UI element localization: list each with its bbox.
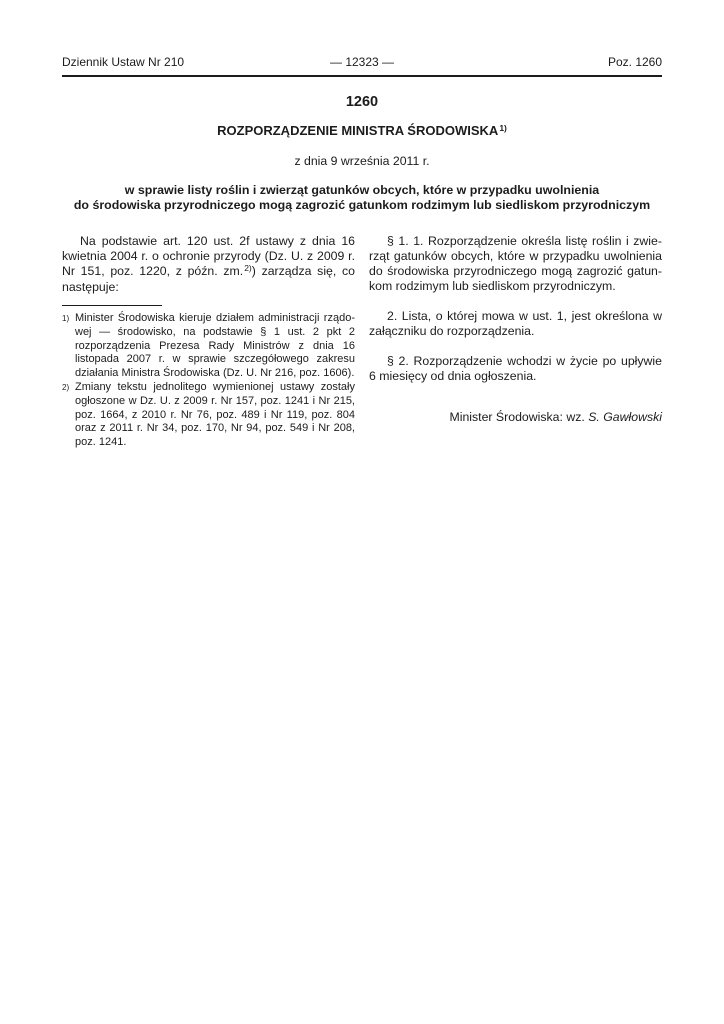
act-number: 1260 — [345, 94, 379, 110]
date-line: z dnia 9 września 2011 r. — [294, 154, 430, 168]
journal-title: Dziennik Ustaw Nr 210 — [62, 55, 185, 69]
act-title-text: ROZPORZĄDZENIE MINISTRA ŚRODOWISKA — [217, 123, 499, 138]
footnote-ref-2: 2) — [244, 263, 252, 273]
left-column — [62, 234, 355, 450]
page-number: — 12323 — — [329, 55, 395, 69]
position-number: Poz. 1260 — [607, 55, 663, 69]
signature-name: S. Gawłowski — [588, 410, 662, 424]
header-rule — [62, 75, 662, 77]
subject-title — [62, 183, 662, 213]
footnote-1-marker: 1) — [62, 314, 70, 323]
act-title — [62, 123, 662, 140]
footnote-separator — [62, 305, 162, 306]
footnote-1 — [62, 312, 355, 381]
subject-line-2: do środowiska przyrodniczego mogą zagrozić gatunkom rodzimym lub siedliskom przyrodniczym — [73, 198, 651, 212]
intro-paragraph — [62, 234, 355, 295]
intro-text-after: ) zarządza się, co następuje: — [62, 264, 355, 294]
footnote-1-text: Minister Środowiska kieruje działem administracji rządowej — środowisko, na podstawie § 1 ust. 2 pkt 2 rozporządzenia Prezesa Rady Ministrów z dnia 16 listopada 2007 r. w sprawie szczegółowego zakresu działania Ministra Środowiska (Dz. U. Nr 216, poz. 1606). — [75, 312, 355, 380]
signature-line — [369, 410, 662, 425]
two-column-body — [62, 234, 662, 450]
subject-line-1: w sprawie listy roślin i zwierząt gatunków obcych, które w przypadku uwolnienia — [124, 183, 600, 197]
footnotes-block — [62, 312, 355, 450]
footnote-2-text: Zmiany tekstu jednolitego wymienionej ustawy zostały ogłoszone w Dz. U. z 2009 r. Nr 157, poz. 1241 i Nr 215, poz. 1664, z 2010 r. Nr 76, poz. 489 i Nr 119, poz. 804 oraz z 2011 r. Nr 34, poz. 170, Nr 94, poz. 549 i Nr 208, poz. 1241. — [75, 380, 355, 449]
footnote-2 — [62, 381, 355, 450]
intro-text-before: Na podstawie art. 120 ust. 2f ustawy z dnia 16 kwietnia 2004 r. o ochronie przyrody (Dz. U. z 2009 r. Nr 151, poz. 1220, z późn. zm. — [62, 234, 355, 278]
running-head — [62, 55, 662, 69]
footnote-2-marker: 2) — [62, 382, 70, 392]
right-column — [369, 234, 662, 450]
signature-label: Minister Środowiska: wz. — [449, 410, 589, 424]
paragraph-1-2: 2. Lista, o której mowa w ust. 1, jest określona w załączniku do rozporządzenia. — [369, 309, 662, 338]
paragraph-2: § 2. Rozporządzenie wchodzi w życie po upływie 6 miesięcy od dnia ogłoszenia. — [369, 354, 662, 383]
paragraph-1-1: § 1. 1. Rozporządzenie określa listę roślin i zwierząt gatunków obcych, które w przypadku uwolnienia do środowiska przyrodniczego mogą zagrozić gatunkom rodzimym lub siedliskom przyrodniczym. — [369, 234, 662, 293]
footnote-ref-1: 1) — [499, 123, 507, 133]
